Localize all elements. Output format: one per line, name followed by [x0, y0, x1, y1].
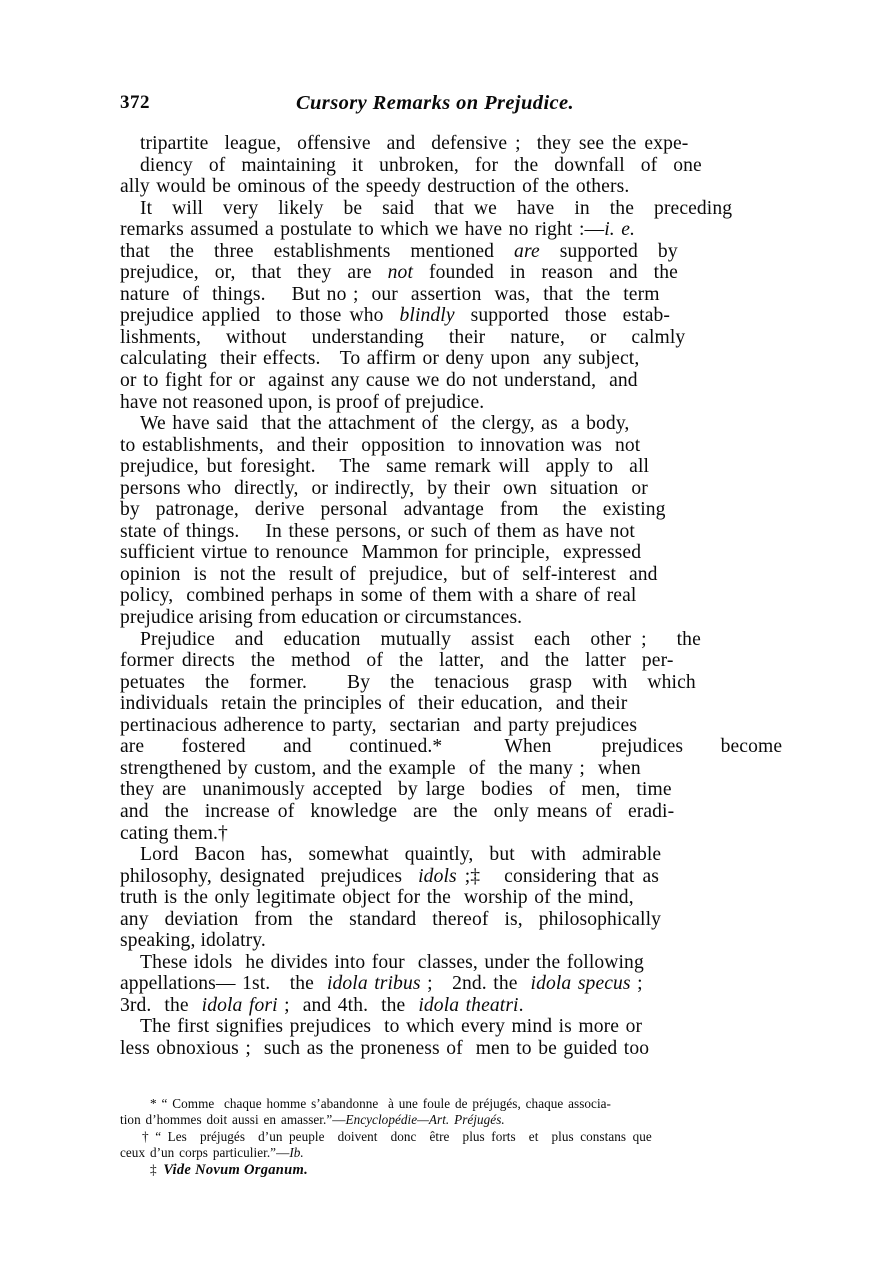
text-line: and the increase of knowledge are the only means of eradi- [120, 800, 675, 822]
text-line: that the three establishments mentioned are supported by [120, 240, 678, 262]
emphasis-not: not [387, 262, 413, 284]
text-line: by patronage, derive personal advantage from the existing [120, 499, 666, 521]
running-head-title: Cursory Remarks on Prejudice. [295, 92, 575, 114]
emphasis-are: are [514, 240, 540, 262]
footnote-marker-double-dagger: ‡ [150, 1161, 157, 1177]
footnote-marker-dagger: † [142, 1128, 149, 1144]
footnote-marker-asterisk: * [150, 1096, 157, 1111]
body-text-column [120, 133, 783, 1060]
paragraph [120, 198, 768, 413]
page-number: 372 [120, 92, 150, 113]
text-line: These idols he divides into four classes, under the following [140, 951, 644, 973]
term-idola-specus: idola specus [530, 973, 631, 995]
text-line: sufficient virtue to renounce Mammon for principle, expressed [120, 542, 642, 564]
footnote-line: tion d’hommes doit aussi en amasser.”—Encyclopédie—Art. Préjugés. [120, 1112, 505, 1128]
term-idola-fori: idola fori [201, 994, 278, 1016]
text-line: individuals retain the principles of their education, and their [120, 693, 628, 715]
text-line: prejudice applied to those who blindly supported those estab- [120, 305, 671, 327]
text-line: diency of maintaining it unbroken, for the downfall of one [140, 154, 702, 176]
footnote-source-article: Art. Préjugés. [428, 1112, 505, 1128]
text-line: opinion is not the result of prejudice, but of self-interest and [120, 563, 658, 585]
text-line: pertinacious adherence to party, sectarian and party prejudices [120, 714, 638, 736]
text-line: cating them.† [120, 822, 228, 844]
text-line: appellations— 1st. the idola tribus ; 2nd. the idola specus ; [120, 973, 643, 995]
text-line: prejudice arising from education or circumstances. [120, 607, 523, 629]
footnote-reference-novum-organum: Vide Novum Organum. [163, 1161, 309, 1178]
text-line: strengthened by custom, and the example of the many ; when [120, 757, 641, 779]
footnote [120, 1129, 780, 1162]
text-line: truth is the only legitimate object for the worship of the mind, [120, 887, 634, 909]
footnote-line [120, 1162, 780, 1178]
text-line: former directs the method of the latter, and the latter per- [120, 650, 674, 672]
paragraph [120, 133, 768, 198]
paragraph [120, 628, 783, 844]
text-line: persons who directly, or indirectly, by their own situation or [120, 477, 648, 499]
term-idola-theatri: idola theatri [418, 994, 519, 1016]
paragraph [120, 844, 768, 952]
paragraph [120, 413, 768, 628]
text-line: Lord Bacon has, somewhat quaintly, but with admirable [140, 844, 662, 866]
text-line: calculating their effects. To affirm or deny upon any subject, [120, 348, 640, 370]
footnote-block [120, 1096, 780, 1178]
text-line: lishments, without understanding their nature, or calmly [120, 326, 686, 348]
text-line: state of things. In these persons, or such of them as have not [120, 520, 635, 542]
text-line: ally would be ominous of the speedy destruction of the others. [120, 176, 630, 198]
footnote-source-ib: Ib. [289, 1145, 304, 1161]
text-line: prejudice, but foresight. The same remark will apply to all [120, 456, 650, 478]
text-line: The first signifies prejudices to which every mind is more or [140, 1016, 643, 1038]
footnote-source-encyclopedie: Encyclopédie [345, 1112, 418, 1128]
text-line: We have said that the attachment of the clergy, as a body, [140, 413, 630, 435]
paragraph [120, 952, 768, 1017]
text-line: It will very likely be said that we have in the preceding [140, 197, 733, 219]
term-idola-tribus: idola tribus [326, 973, 421, 995]
text-line: remarks assumed a postulate to which we have no right :—i. e. [120, 219, 636, 241]
running-head [120, 92, 768, 118]
text-line: less obnoxious ; such as the proneness of men to be guided too [120, 1037, 650, 1059]
text-line: petuates the former. By the tenacious grasp with which [120, 671, 696, 693]
text-line: speaking, idolatry. [120, 930, 266, 952]
footnote-line: ceux d’un corps particulier.”—Ib. [120, 1145, 304, 1161]
footnote-source-dash: — [417, 1112, 429, 1128]
text-line: any deviation from the standard thereof is, philosophically [120, 908, 662, 930]
text-line: or to fight for or against any cause we do not understand, and [120, 370, 638, 392]
text-line: to establishments, and their opposition to innovation was not [120, 434, 641, 456]
emphasis-i-e: i. e. [604, 219, 636, 241]
footnote [120, 1096, 780, 1129]
emphasis-blindly: blindly [399, 305, 455, 327]
text-line: Prejudice and education mutually assist each other ; the [140, 628, 701, 650]
paragraph [120, 1016, 768, 1059]
emphasis-idols: idols [418, 865, 457, 887]
text-line: philosophy, designated prejudices idols ;‡ considering that as [120, 865, 659, 887]
footnote-line: † “ Les préjugés d’un peuple doivent donc être plus forts et plus constans que [142, 1128, 652, 1144]
text-line: nature of things. But no ; our assertion was, that the term [120, 283, 660, 305]
text-line: tripartite league, offensive and defensive ; they see the expe- [140, 133, 689, 154]
footnote [120, 1162, 780, 1178]
text-line: have not reasoned upon, is proof of prejudice. [120, 391, 485, 413]
text-line: 3rd. the idola fori ; and 4th. the idola theatri. [120, 994, 524, 1016]
footnote-line: * “ Comme chaque homme s’abandonne à une foule de préjugés, chaque associa- [150, 1096, 612, 1111]
text-line: policy, combined perhaps in some of them with a share of real [120, 585, 637, 607]
text-line: they are unanimously accepted by large bodies of men, time [120, 779, 672, 801]
text-line: are fostered and continued.* When prejudices become [120, 736, 783, 758]
text-line: prejudice, or, that they are not founded in reason and the [120, 262, 678, 284]
